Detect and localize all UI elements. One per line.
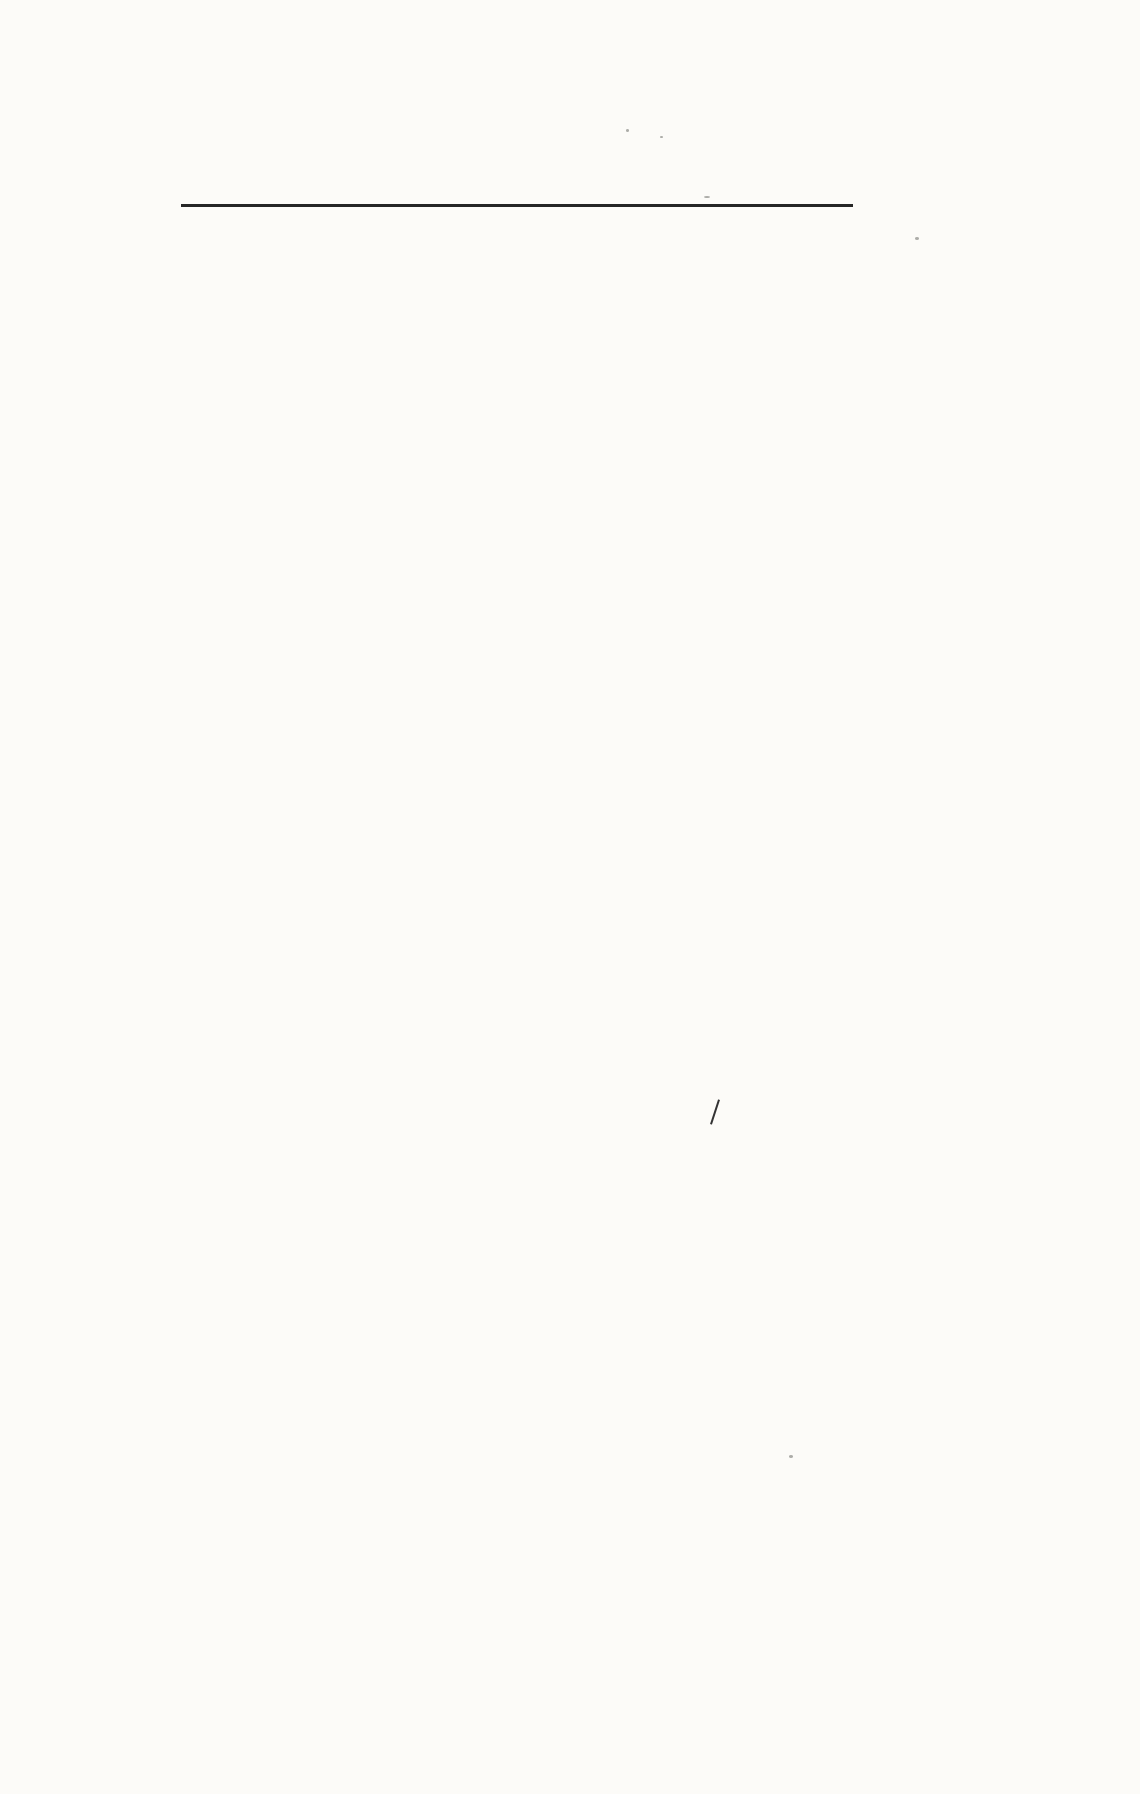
subheader-wind-3h <box>791 392 852 460</box>
subheader-daily-3h <box>271 392 331 460</box>
scan-speck <box>915 237 919 240</box>
col-header-daily <box>211 346 331 390</box>
scan-speck <box>626 129 629 132</box>
col-header-microorganisms-group <box>213 300 439 344</box>
col-header-avg5 <box>333 346 447 390</box>
header-rule <box>181 204 853 207</box>
col-header-meteo-group <box>487 300 851 344</box>
scan-speck <box>789 1455 793 1458</box>
subheader-hum-3h <box>631 392 673 428</box>
scan-speck <box>660 136 663 138</box>
col-header-humidity <box>581 346 673 390</box>
unit-temp-9h <box>486 430 538 460</box>
subheader-hum-9h <box>581 392 631 428</box>
unit-rain-mm <box>673 430 729 460</box>
subheader-daily-9h <box>211 392 271 460</box>
unit-hum-9h <box>581 430 631 460</box>
subheader-temp-9h <box>486 392 538 428</box>
subheader-avg5-9h <box>331 392 383 460</box>
scan-speck <box>704 196 710 198</box>
subheader-avg5-3h <box>383 392 433 460</box>
unit-hum-3h <box>631 430 673 460</box>
col-header-wind <box>729 346 853 390</box>
col-header-monthly-average <box>433 298 481 462</box>
col-header-day <box>181 298 211 462</box>
subheader-wind-9h <box>729 392 791 460</box>
stray-mark <box>710 1099 720 1124</box>
col-header-rain <box>673 346 729 428</box>
subheader-temp-3h <box>538 392 581 428</box>
col-header-temperature <box>485 346 581 390</box>
unit-temp-3h <box>538 430 581 460</box>
